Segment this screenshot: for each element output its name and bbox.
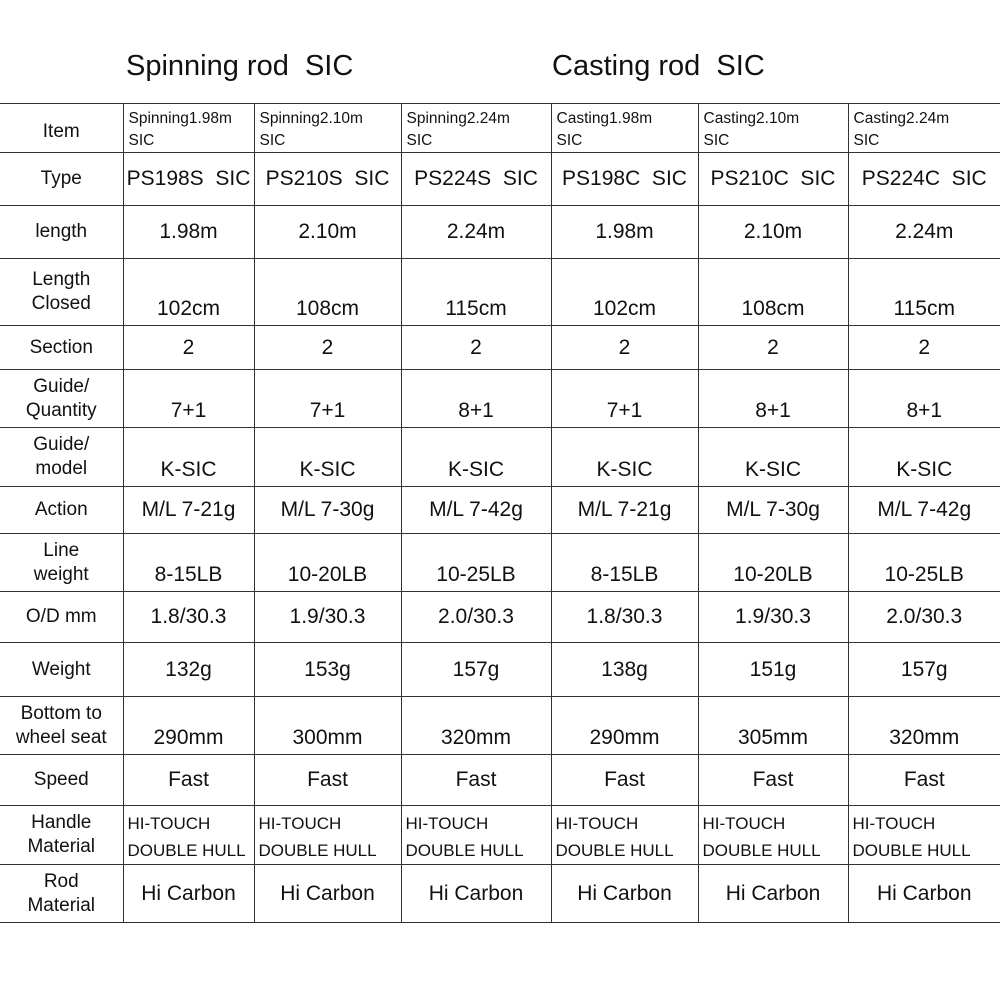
- table-cell: 102cm: [123, 259, 254, 326]
- table-cell: M/L 7-21g: [551, 487, 698, 534]
- table-cell: Hi Carbon: [123, 865, 254, 923]
- table-row: [0, 326, 1000, 370]
- table-cell: 2.0/30.3: [848, 592, 1000, 643]
- table-cell: 320mm: [848, 697, 1000, 755]
- table-cell: Hi Carbon: [698, 865, 848, 923]
- table-cell: 2: [551, 326, 698, 370]
- table-cell: Hi Carbon: [551, 865, 698, 923]
- table-cell: 153g: [254, 643, 401, 697]
- table-cell: Fast: [551, 755, 698, 806]
- table-cell: 2: [254, 326, 401, 370]
- table-cell: HI-TOUCH DOUBLE HULL: [401, 806, 551, 865]
- table-cell: 102cm: [551, 259, 698, 326]
- table-cell: PS210C SIC: [698, 153, 848, 206]
- table-cell: 1.98m: [123, 206, 254, 259]
- table-cell: 1.8/30.3: [123, 592, 254, 643]
- table-cell: 320mm: [401, 697, 551, 755]
- table-cell: K-SIC: [123, 428, 254, 487]
- table-cell: 2.24m: [401, 206, 551, 259]
- table-row: [0, 428, 1000, 487]
- table-cell: Spinning2.10m SIC: [254, 104, 401, 153]
- table-cell: HI-TOUCH DOUBLE HULL: [551, 806, 698, 865]
- table-cell: K-SIC: [698, 428, 848, 487]
- table-row: [0, 370, 1000, 428]
- table-cell: HI-TOUCH DOUBLE HULL: [254, 806, 401, 865]
- table-cell: 1.9/30.3: [254, 592, 401, 643]
- table-cell: 2.10m: [698, 206, 848, 259]
- table-cell: 157g: [848, 643, 1000, 697]
- table-cell: 138g: [551, 643, 698, 697]
- table-cell: 2: [123, 326, 254, 370]
- casting-rod-title: Casting rod SIC: [552, 50, 765, 82]
- table-cell: 2.24m: [848, 206, 1000, 259]
- row-label: Length Closed: [0, 259, 123, 326]
- table-cell: M/L 7-30g: [254, 487, 401, 534]
- table-cell: Fast: [254, 755, 401, 806]
- table-cell: M/L 7-30g: [698, 487, 848, 534]
- table-cell: PS198C SIC: [551, 153, 698, 206]
- table-cell: 1.9/30.3: [698, 592, 848, 643]
- row-label: Handle Material: [0, 806, 123, 865]
- table-row: [0, 104, 1000, 153]
- table-cell: 8+1: [401, 370, 551, 428]
- table-cell: Fast: [698, 755, 848, 806]
- table-cell: 290mm: [551, 697, 698, 755]
- table-row: [0, 806, 1000, 865]
- table-row: [0, 153, 1000, 206]
- table-cell: Spinning1.98m SIC: [123, 104, 254, 153]
- table-cell: M/L 7-21g: [123, 487, 254, 534]
- table-cell: 7+1: [551, 370, 698, 428]
- row-label: Item: [0, 104, 123, 153]
- table-cell: Fast: [123, 755, 254, 806]
- table-cell: 8-15LB: [551, 534, 698, 592]
- table-row: [0, 592, 1000, 643]
- table-row: [0, 755, 1000, 806]
- table-cell: 2.10m: [254, 206, 401, 259]
- table-cell: Casting2.10m SIC: [698, 104, 848, 153]
- table-cell: 2: [698, 326, 848, 370]
- row-label: O/D mm: [0, 592, 123, 643]
- table-cell: Fast: [848, 755, 1000, 806]
- table-cell: 132g: [123, 643, 254, 697]
- table-cell: 151g: [698, 643, 848, 697]
- table-cell: HI-TOUCH DOUBLE HULL: [698, 806, 848, 865]
- table-row: [0, 487, 1000, 534]
- table-cell: 115cm: [848, 259, 1000, 326]
- table-row: [0, 643, 1000, 697]
- table-titles: [0, 50, 1000, 94]
- table-cell: Hi Carbon: [254, 865, 401, 923]
- table-cell: M/L 7-42g: [401, 487, 551, 534]
- table-cell: 7+1: [123, 370, 254, 428]
- table-cell: 300mm: [254, 697, 401, 755]
- table-cell: 2: [401, 326, 551, 370]
- row-label: Speed: [0, 755, 123, 806]
- spinning-rod-title: Spinning rod SIC: [126, 50, 354, 82]
- row-label: Section: [0, 326, 123, 370]
- table-cell: 115cm: [401, 259, 551, 326]
- table-cell: 10-25LB: [401, 534, 551, 592]
- table-cell: PS224S SIC: [401, 153, 551, 206]
- table-cell: 10-20LB: [254, 534, 401, 592]
- table-cell: 7+1: [254, 370, 401, 428]
- table-cell: 8+1: [698, 370, 848, 428]
- table-cell: 157g: [401, 643, 551, 697]
- table-cell: 8-15LB: [123, 534, 254, 592]
- table-cell: Casting1.98m SIC: [551, 104, 698, 153]
- table-row: [0, 259, 1000, 326]
- rod-spec-table: [0, 103, 1000, 923]
- table-cell: 10-20LB: [698, 534, 848, 592]
- row-label: Type: [0, 153, 123, 206]
- table-cell: K-SIC: [401, 428, 551, 487]
- row-label: Action: [0, 487, 123, 534]
- table-row: [0, 534, 1000, 592]
- table-cell: K-SIC: [551, 428, 698, 487]
- table-row: [0, 206, 1000, 259]
- table-cell: M/L 7-42g: [848, 487, 1000, 534]
- table-cell: PS210S SIC: [254, 153, 401, 206]
- table-cell: K-SIC: [254, 428, 401, 487]
- table-row: [0, 697, 1000, 755]
- table-cell: PS198S SIC: [123, 153, 254, 206]
- row-label: length: [0, 206, 123, 259]
- table-cell: PS224C SIC: [848, 153, 1000, 206]
- table-cell: 8+1: [848, 370, 1000, 428]
- table-cell: 290mm: [123, 697, 254, 755]
- table-cell: 1.8/30.3: [551, 592, 698, 643]
- table-cell: 108cm: [698, 259, 848, 326]
- row-label: Line weight: [0, 534, 123, 592]
- row-label: Weight: [0, 643, 123, 697]
- table-cell: HI-TOUCH DOUBLE HULL: [123, 806, 254, 865]
- table-cell: Hi Carbon: [848, 865, 1000, 923]
- row-label: Rod Material: [0, 865, 123, 923]
- table-cell: 1.98m: [551, 206, 698, 259]
- table-cell: HI-TOUCH DOUBLE HULL: [848, 806, 1000, 865]
- table-cell: 2: [848, 326, 1000, 370]
- table-cell: 10-25LB: [848, 534, 1000, 592]
- row-label: Bottom to wheel seat: [0, 697, 123, 755]
- table-cell: Casting2.24m SIC: [848, 104, 1000, 153]
- table-cell: Fast: [401, 755, 551, 806]
- table-row: [0, 865, 1000, 923]
- table-cell: Hi Carbon: [401, 865, 551, 923]
- table-cell: 108cm: [254, 259, 401, 326]
- row-label: Guide/ Quantity: [0, 370, 123, 428]
- table-cell: 305mm: [698, 697, 848, 755]
- table-cell: 2.0/30.3: [401, 592, 551, 643]
- spec-table-body: [0, 104, 1000, 923]
- table-cell: K-SIC: [848, 428, 1000, 487]
- row-label: Guide/ model: [0, 428, 123, 487]
- table-cell: Spinning2.24m SIC: [401, 104, 551, 153]
